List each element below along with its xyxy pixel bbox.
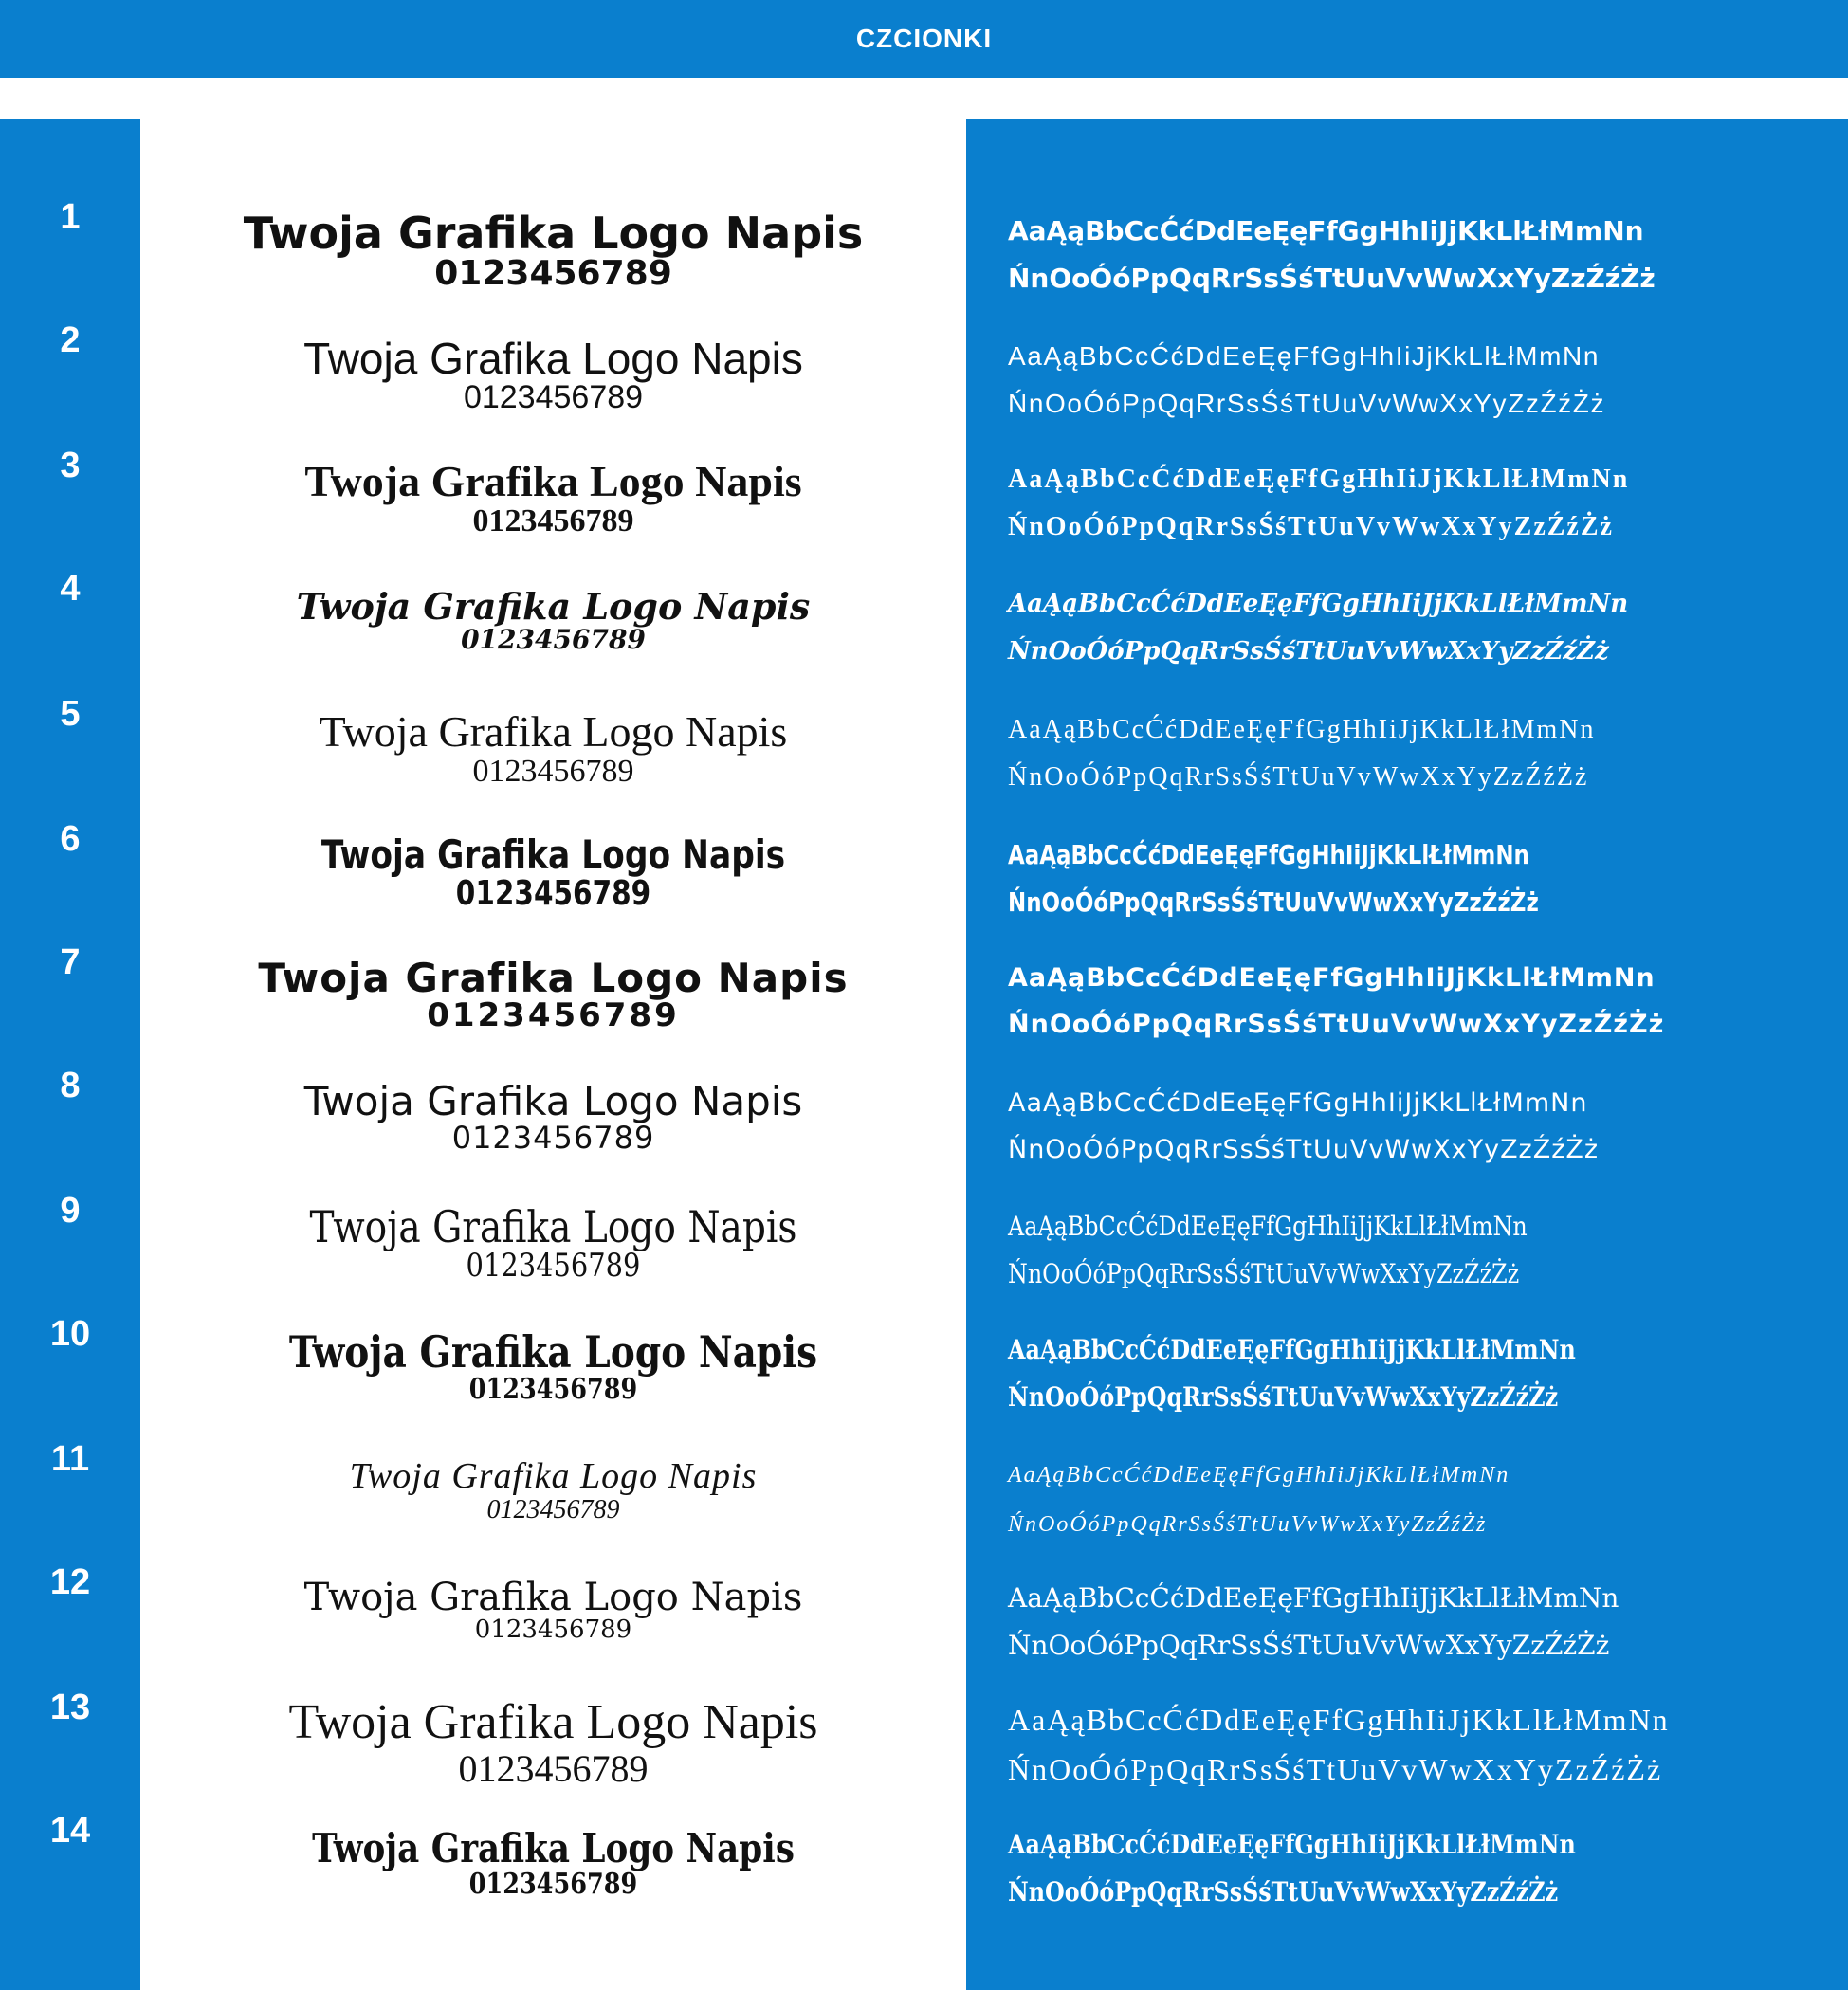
alphabet-line: ŃnOoÓóPpQqRrSsŚśTtUuVvWwXxYyZzŹźŻż: [1008, 762, 1589, 792]
font-sample: [140, 210, 966, 292]
sample-digits: 0123456789: [472, 503, 634, 539]
font-alphabet: [1008, 1334, 1842, 1413]
alphabet-line: ŃnOoÓóPpQqRrSsŚśTtUuVvWwXxYyZzŹźŻż: [1008, 1258, 1520, 1289]
font-number: 8: [60, 1066, 81, 1105]
sample-digits: 0123456789: [463, 379, 644, 416]
page-header: [0, 0, 1848, 78]
font-alphabet: [1008, 1464, 1842, 1536]
alphabet-line: ŃnOoÓóPpQqRrSsŚśTtUuVvWwXxYyZzŹźŻż: [1008, 1381, 1559, 1413]
sample-digits: 0123456789: [434, 254, 672, 294]
font-sample: [140, 831, 966, 914]
alphabet-line: ŃnOoÓóPpQqRrSsŚśTtUuVvWwXxYyZzŹźŻż: [1008, 1876, 1559, 1908]
alphabet-line: AaĄąBbCcĆćDdEeĘęFfGgHhIiJjKkLlŁłMmNn: [1008, 1088, 1588, 1118]
sample-text: Twoja Grafika Logo Napis: [303, 1576, 803, 1619]
font-number: 12: [49, 1562, 91, 1602]
alphabet-line: ŃnOoÓóPpQqRrSsŚśTtUuVvWwXxYyZzŹźŻż: [1008, 1630, 1610, 1661]
alphabet-line: AaĄąBbCcĆćDdEeĘęFfGgHhIiJjKkLlŁłMmNn: [1008, 1829, 1576, 1860]
font-alphabet: [1008, 1705, 1842, 1784]
alphabet-line: AaĄąBbCcĆćDdEeĘęFfGgHhIiJjKkLlŁłMmNn: [1008, 465, 1630, 494]
sample-text: Twoja Grafika Logo Napis: [309, 1201, 797, 1252]
font-number: 3: [60, 446, 81, 485]
sample-text: Twoja Grafika Logo Napis: [319, 707, 788, 756]
font-sample: [140, 1201, 966, 1286]
alphabet-line: AaĄąBbCcĆćDdEeĘęFfGgHhIiJjKkLlŁłMmNn: [1008, 341, 1601, 371]
font-sample: [140, 585, 966, 655]
sample-digits: 0123456789: [427, 996, 680, 1035]
font-alphabet: [1008, 1211, 1842, 1289]
font-sample: [140, 709, 966, 789]
sample-text: Twoja Grafika Logo Napis: [258, 955, 849, 1001]
alphabet-line: AaĄąBbCcĆćDdEeĘęFfGgHhIiJjKkLlŁłMmNn: [1008, 715, 1596, 744]
font-sample: [140, 459, 966, 539]
sample-text: Twoja Grafika Logo Napis: [243, 208, 864, 259]
sample-text: Twoja Grafika Logo Napis: [320, 831, 786, 878]
alphabet-line: AaĄąBbCcĆćDdEeĘęFfGgHhIiJjKkLlŁłMmNn: [1008, 590, 1629, 618]
alphabet-line: ŃnOoÓóPpQqRrSsŚśTtUuVvWwXxYyZzŹźŻż: [1008, 886, 1539, 918]
alphabet-line: AaĄąBbCcĆćDdEeĘęFfGgHhIiJjKkLlŁłMmNn: [1008, 215, 1644, 246]
font-sample: [140, 1825, 966, 1902]
alphabet-line: ŃnOoÓóPpQqRrSsŚśTtUuVvWwXxYyZzŹźŻż: [1008, 1752, 1663, 1786]
sample-digits: 0123456789: [455, 874, 651, 914]
font-alphabet: [1008, 215, 1842, 294]
sample-text: Twoja Grafika Logo Napis: [288, 1695, 818, 1749]
alphabet-line: AaĄąBbCcĆćDdEeĘęFfGgHhIiJjKkLlŁłMmNn: [1008, 963, 1656, 993]
alphabet-line: ŃnOoÓóPpQqRrSsŚśTtUuVvWwXxYyZzŹźŻż: [1008, 1135, 1600, 1164]
sample-text: Twoja Grafika Logo Napis: [303, 1078, 803, 1124]
font-sample: [140, 1458, 966, 1524]
font-alphabet: [1008, 1090, 1842, 1162]
alphabet-line: AaĄąBbCcĆćDdEeĘęFfGgHhIiJjKkLlŁłMmNn: [1008, 1211, 1528, 1242]
font-number: 2: [60, 320, 81, 360]
sample-digits: 0123456789: [472, 754, 634, 790]
alphabet-line: AaĄąBbCcĆćDdEeĘęFfGgHhIiJjKkLlŁłMmNn: [1008, 1334, 1576, 1365]
page-title: CZCIONKI: [855, 24, 993, 53]
font-alphabet: [1008, 1582, 1842, 1661]
sample-digits: 0123456789: [458, 1746, 649, 1790]
font-alphabet: [1008, 1829, 1842, 1908]
sample-digits: 0123456789: [486, 1494, 620, 1524]
font-sample: [140, 1697, 966, 1789]
font-alphabet: [1008, 592, 1842, 664]
font-sample: [140, 1326, 966, 1407]
alphabet-line: AaĄąBbCcĆćDdEeĘęFfGgHhIiJjKkLlŁłMmNn: [1008, 1582, 1619, 1614]
alphabet-line: AaĄąBbCcĆćDdEeĘęFfGgHhIiJjKkLlŁłMmNn: [1008, 1463, 1510, 1488]
sample-text: Twoja Grafika Logo Napis: [288, 1326, 818, 1378]
alphabet-line: ŃnOoÓóPpQqRrSsŚśTtUuVvWwXxYyZzŹźŻż: [1008, 389, 1606, 418]
font-alphabet: [1008, 343, 1842, 417]
sample-digits: 0123456789: [468, 1373, 638, 1407]
sample-text: Twoja Grafika Logo Napis: [312, 1825, 795, 1871]
font-alphabet: [1008, 839, 1842, 918]
alphabet-line: AaĄąBbCcĆćDdEeĘęFfGgHhIiJjKkLlŁłMmNn: [1008, 1703, 1670, 1737]
font-number: 13: [49, 1688, 91, 1727]
sample-text: Twoja Grafika Logo Napis: [303, 334, 803, 383]
font-number: 11: [50, 1439, 90, 1479]
alphabet-line: ŃnOoÓóPpQqRrSsŚśTtUuVvWwXxYyZzŹźŻż: [1008, 1010, 1665, 1039]
alphabet-line: AaĄąBbCcĆćDdEeĘęFfGgHhIiJjKkLlŁłMmNn: [1008, 839, 1529, 870]
sample-text: Twoja Grafika Logo Napis: [304, 457, 802, 505]
font-sample: [140, 955, 966, 1035]
font-number: 14: [49, 1811, 91, 1851]
alphabet-line: ŃnOoÓóPpQqRrSsŚśTtUuVvWwXxYyZzŹźŻż: [1008, 512, 1614, 541]
font-alphabet: [1008, 466, 1842, 540]
sample-digits: 0123456789: [451, 1120, 655, 1157]
alphabet-line: ŃnOoÓóPpQqRrSsŚśTtUuVvWwXxYyZzŹźŻż: [1008, 637, 1609, 666]
sample-digits: 0123456789: [474, 1616, 632, 1644]
font-number: 4: [60, 569, 81, 609]
font-number: 9: [60, 1191, 81, 1231]
sample-digits: 0123456789: [468, 1868, 638, 1902]
font-sample: [140, 1578, 966, 1643]
font-number: 5: [60, 694, 81, 734]
font-number: 7: [60, 942, 81, 982]
font-sample: [140, 336, 966, 415]
font-number: 10: [49, 1314, 91, 1354]
font-number: 1: [60, 197, 81, 237]
font-alphabet: [1008, 965, 1842, 1037]
font-alphabet: [1008, 717, 1842, 791]
font-number: 6: [60, 819, 81, 859]
sample-digits: 0123456789: [466, 1247, 641, 1286]
sample-text: Twoja Grafika Logo Napis: [296, 585, 811, 628]
alphabet-line: ŃnOoÓóPpQqRrSsŚśTtUuVvWwXxYyZzŹźŻż: [1008, 263, 1656, 294]
sample-digits: 0123456789: [461, 623, 646, 655]
sample-text: Twoja Grafika Logo Napis: [349, 1456, 758, 1496]
font-sample: [140, 1078, 966, 1157]
alphabet-line: ŃnOoÓóPpQqRrSsŚśTtUuVvWwXxYyZzŹźŻż: [1008, 1512, 1488, 1537]
